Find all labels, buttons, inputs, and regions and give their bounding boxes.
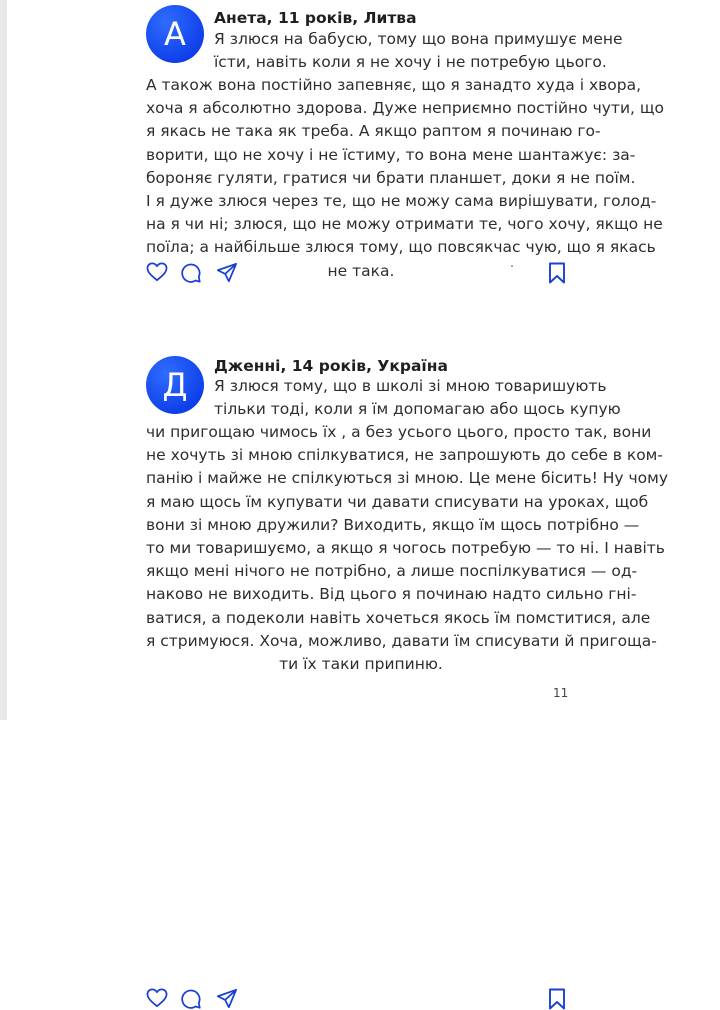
heart-icon[interactable] xyxy=(146,988,168,1008)
bookmark-icon[interactable] xyxy=(548,262,566,284)
text-line: бороняє гуляти, гратися чи брати планшет, доки я не поїм. xyxy=(146,168,636,187)
text-line: вони зі мною дружили? Виходить, якщо їм щось потрібно — xyxy=(146,515,640,534)
text-line: ватися, а подеколи навіть хочеться якось їм помститися, але xyxy=(146,608,651,627)
text-line: не така. xyxy=(327,261,395,280)
send-icon[interactable] xyxy=(216,988,238,1010)
text-line: наково не виходить. Від цього я починаю надто сильно гні- xyxy=(146,585,637,604)
text-line: їсти, навіть коли я не хочу і не потребую цього. xyxy=(214,53,607,72)
text-line: на я чи ні; злюся, що не можу отримати те, чого хочу, якщо не xyxy=(146,215,663,234)
text-line: чи пригощаю чимось їх , а без усього цього, просто так, вони xyxy=(146,423,652,441)
text-line: Я злюся тому, що в школі зі мною товаришують xyxy=(214,377,607,395)
page-number: 11 xyxy=(553,686,569,700)
text-line: якщо мені нічого не потрібно, а лише поспілкуватися — од- xyxy=(146,562,638,581)
bookmark-icon[interactable] xyxy=(548,988,566,1010)
heart-icon[interactable] xyxy=(146,262,168,282)
text-line: ворити, що не хочу і не їстиму, то вона мене шантажує: за- xyxy=(146,145,636,164)
text-line: то ми товаришуємо, а якщо я чогось потребую — то ні. І навіть xyxy=(146,539,665,558)
avatar: А xyxy=(146,5,204,63)
comment-icon[interactable] xyxy=(180,988,202,1010)
text-line: ти їх таки припиню. xyxy=(279,655,443,674)
post-text-body xyxy=(146,74,664,283)
text-line: поїла; а найбільше злюся тому, що повсякчас чую, що я якась xyxy=(146,238,656,257)
text-line: тільки тоді, коли я їм допомагаю або щось купую xyxy=(214,400,621,419)
avatar: Д xyxy=(146,356,204,414)
text-line: І я дуже злюся через те, що не можу сама вирішувати, голод- xyxy=(146,192,657,211)
comment-icon[interactable] xyxy=(180,262,202,284)
post-text-body xyxy=(146,421,668,676)
page-edge-shadow xyxy=(0,0,7,720)
text-line: я стримуюся. Хоча, можливо, давати їм списувати й пригоща- xyxy=(146,631,657,650)
send-icon[interactable] xyxy=(216,262,238,284)
post-author: Дженні, 14 років, Україна xyxy=(214,357,448,375)
text-line: А також вона постійно запевняє, що я занадто худа і хвора, xyxy=(146,76,641,94)
post-text-intro xyxy=(214,375,621,421)
text-line: Я злюся на бабусю, тому що вона примушує мене xyxy=(214,30,623,48)
text-line: я маю щось їм купувати чи давати списувати на уроках, щоб xyxy=(146,492,649,511)
post-text-intro xyxy=(214,28,623,74)
text-line: хоча я абсолютно здорова. Дуже неприємно постійно чути, що xyxy=(146,99,664,118)
post-actions xyxy=(146,988,576,1010)
print-speck xyxy=(511,265,513,267)
text-line: не хочуть зі мною спілкуватися, не запрошують до себе в ком- xyxy=(146,446,663,465)
text-line: я якась не така як треба. А якщо раптом я починаю го- xyxy=(146,122,601,141)
text-line: панію і майже не спілкуються зі мною. Це мене бісить! Ну чому xyxy=(146,469,668,488)
post-author: Анета, 11 років, Литва xyxy=(214,9,417,27)
